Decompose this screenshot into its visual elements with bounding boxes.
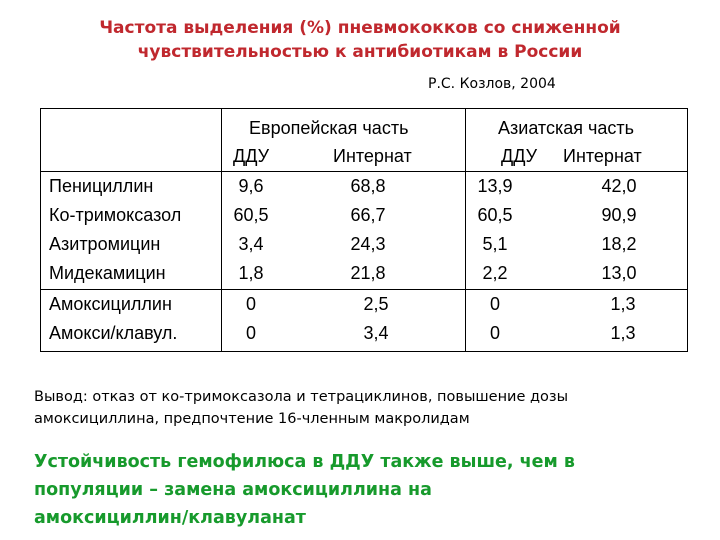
note-line-2: популяции – замена амоксициллина на [34,480,432,500]
cell-value: 0 [245,323,256,343]
cell-value: 68,8 [350,176,386,196]
cell-value: 13,9 [477,176,513,196]
cell-value: 9,6 [238,176,264,196]
cell-value: 3,4 [238,234,264,254]
cell-value: 42,0 [601,176,637,196]
cell-value: 21,8 [350,263,386,283]
subheader-internat-eu: Интернат [333,146,412,166]
cell-value: 5,1 [482,234,508,254]
slide-title [0,16,720,64]
cell-value: 0 [245,294,256,314]
row-name: Амоксициллин [49,294,172,314]
note-line-1: Устойчивость гемофилюса в ДДУ также выше, чем в [34,452,575,472]
title-line-1: Частота выделения (%) пневмококков со сниженной [99,18,621,38]
cell-value: 0 [489,323,500,343]
cell-value: 60,5 [477,205,513,225]
row-name: Ко-тримоксазол [49,205,182,225]
row-name: Пенициллин [49,176,154,196]
row-name: Мидекамицин [49,263,166,283]
conclusion-line-1: Вывод: отказ от ко-тримоксазола и тетрациклинов, повышение дозы [34,389,569,405]
cell-value: 66,7 [350,205,386,225]
title-line-2: чувствительностью к антибиотикам в России [137,42,583,62]
group-divider [41,289,687,290]
cell-value: 90,9 [601,205,637,225]
header-asian: Азиатская часть [498,118,635,138]
cell-value: 2,5 [363,294,389,314]
cell-value: 1,3 [610,323,636,343]
row-name: Азитромицин [49,234,161,254]
subheader-internat-asia: Интернат [563,146,642,166]
cell-value: 18,2 [601,234,637,254]
resistance-table [40,108,688,352]
cell-value: 24,3 [350,234,386,254]
haemophilus-note [34,448,654,532]
cell-value: 1,3 [610,294,636,314]
header-divider [41,171,687,172]
conclusion-text [34,386,694,430]
cell-value: 1,8 [238,263,264,283]
cell-value: 2,2 [482,263,508,283]
header-european: Европейская часть [249,118,409,138]
conclusion-line-2: амоксициллина, предпочтение 16-членным макролидам [34,411,470,427]
subheader-ddu-asia: ДДУ [501,146,538,166]
author-citation: Р.С. Козлов, 2004 [428,76,556,92]
cell-value: 0 [489,294,500,314]
cell-value: 3,4 [363,323,389,343]
cell-value: 60,5 [233,205,269,225]
note-line-3: амоксициллин/клавуланат [34,508,306,528]
subheader-ddu-eu: ДДУ [233,146,270,166]
cell-value: 13,0 [601,263,637,283]
row-name: Амокси/клавул. [49,323,178,343]
